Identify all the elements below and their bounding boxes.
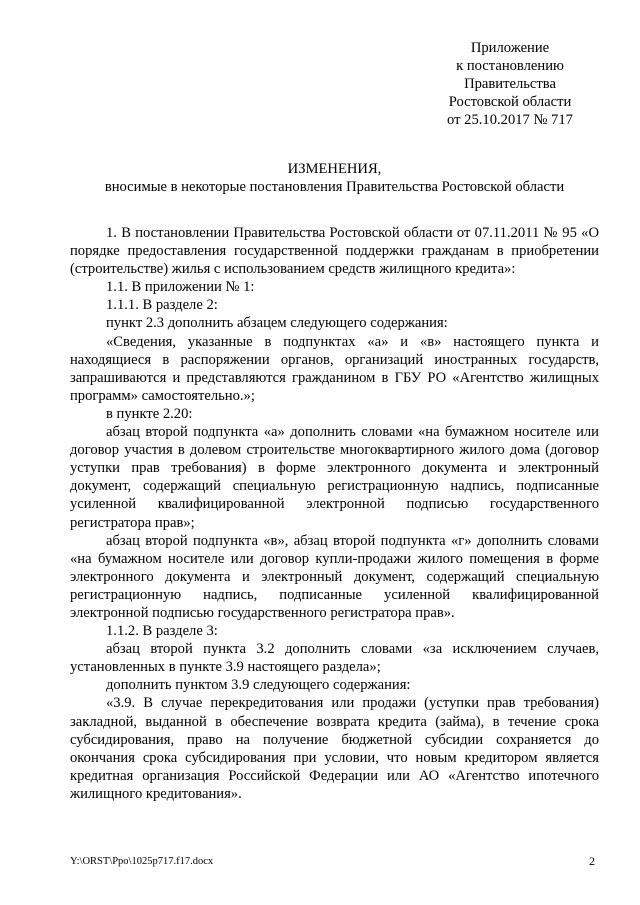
page-number: 2: [589, 854, 595, 868]
footer-file-path: Y:\ORST\Ppo\1025p717.f17.docx: [70, 856, 214, 867]
document-heading: [70, 160, 599, 196]
paragraph: в пункте 2.20:: [106, 405, 193, 422]
appendix-block: [380, 39, 640, 129]
paragraph: «Сведения, указанные в подпунктах «а» и «в» настоящего пункта и находящиеся в распоряжении органов, организаций иностранных государств, запрашиваются и представляются гражданином в ГБУ РО «Агентство жилищных программ» самостоятельно.»;: [70, 333, 599, 404]
appendix-line: Правительства: [464, 76, 556, 92]
paragraph: 1.1.1. В разделе 2:: [106, 297, 218, 314]
document-body: [70, 224, 599, 803]
appendix-line: Ростовской области: [448, 94, 572, 110]
paragraph: пункт 2.3 дополнить абзацем следующего содержания:: [106, 315, 448, 332]
appendix-line: от 25.10.2017 № 717: [447, 112, 573, 128]
paragraph: абзац второй подпункта «а» дополнить словами «на бумажном носителе или договор участия в долевом строительстве многоквартирного жилого дома (договор уступки прав требования) в форме электронного документа и электронный документ, содержащий специальную регистрационную надпись, подписанные усиленной квалифицированной электронной подписью государственного регистратора прав»;: [70, 424, 599, 531]
heading-title: ИЗМЕНЕНИЯ,: [287, 161, 382, 177]
appendix-line: Приложение: [470, 40, 550, 56]
paragraph: 1.1. В приложении № 1:: [106, 279, 255, 296]
paragraph: 1.1.2. В разделе 3:: [106, 623, 218, 640]
paragraph: «3.9. В случае перекредитования или продажи (уступки прав требования) закладной, выданной в обеспечение возврата кредита (займа), в течение срока субсидирования, право на получение бюджетной субсидии сохраняется до окончания срока субсидирования при условии, что новым кредитором является кредитная организация Российской Федерации или АО «Агентство ипотечного жилищного кредитования».: [70, 695, 599, 802]
paragraph: абзац второй пункта 3.2 дополнить словами «за исключением случаев, установленных в пункте 3.9 настоящего раздела»;: [70, 641, 599, 676]
paragraph: дополнить пунктом 3.9 следующего содержания:: [106, 677, 411, 694]
paragraph: 1. В постановлении Правительства Ростовской области от 07.11.2011 № 95 «О порядке предоставления государственной поддержки гражданам в приобретении (строительстве) жилья с использованием средств жилищного кредита»:: [70, 225, 599, 278]
heading-subtitle: вносимые в некоторые постановления Правительства Ростовской области: [104, 179, 565, 195]
appendix-line: к постановлению: [456, 58, 564, 74]
paragraph: абзац второй подпункта «в», абзац второй подпункта «г» дополнить словами «на бумажном носителе или договор купли-продажи жилого помещения в форме электронного документа и электронный документ, содержащий специальную регистрационную надпись, подписанные усиленной квалифицированной электронной подписью государственного регистратора прав».: [70, 532, 599, 621]
